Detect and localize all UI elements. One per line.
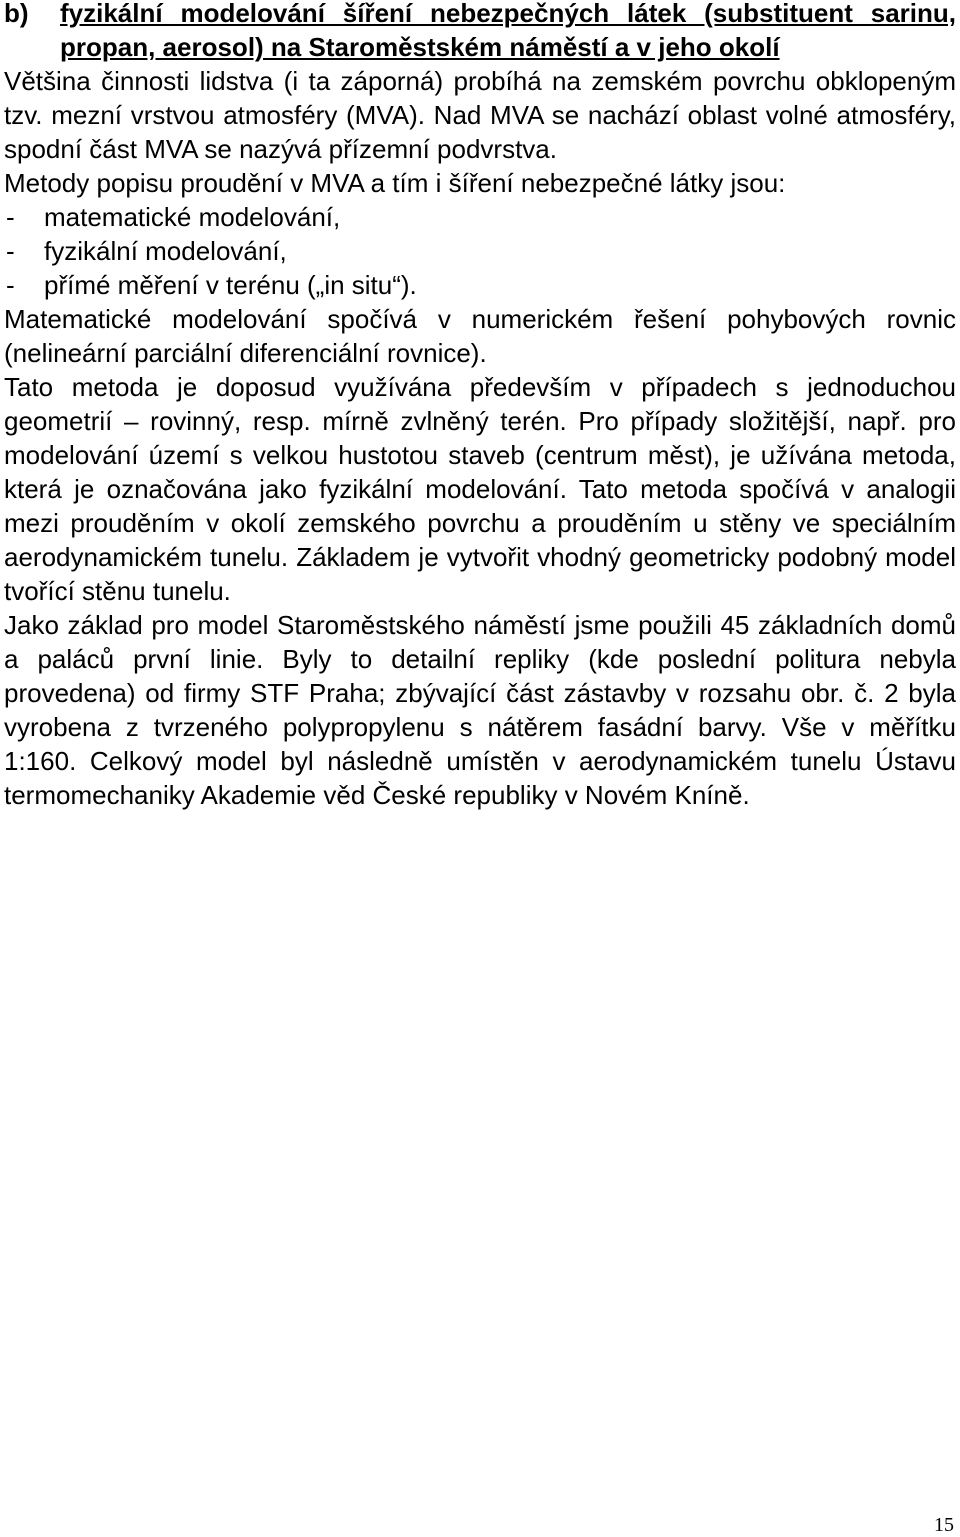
section-heading (4, 0, 956, 64)
paragraph-mathematical-modeling: Matematické modelování spočívá v numerickém řešení pohybových rovnic (nelineární parciální diferenciální rovnice). (4, 304, 956, 368)
list-dash: - (6, 270, 15, 300)
list-item (4, 234, 956, 268)
list-item (4, 200, 956, 234)
page-number: 15 (934, 1514, 954, 1536)
paragraph-methods-intro: Metody popisu proudění v MVA a tím i šíření nebezpečné látky jsou: (4, 168, 786, 198)
paragraph-physical-modeling: Tato metoda je doposud využívána především v případech s jednoduchou geometrií – rovinný, resp. mírně zvlněný terén. Pro případy složitější, např. pro modelování území s velkou hustotou staveb (centrum měst), je užívána metoda, která je označována jako fyzikální modelování. Tato metoda spočívá v analogii mezi prouděním v okolí zemského povrchu a prouděním u stěny ve speciálním aerodynamickém tunelu. Základem je vytvořit vhodný geometricky podobný model tvořící stěnu tunelu. (4, 372, 956, 606)
list-dash: - (6, 236, 15, 266)
section-marker: b) (4, 0, 29, 28)
section-title: fyzikální modelování šíření nebezpečných látek (substituent sarinu, propan, aerosol) na Staroměstském náměstí a v jeho okolí (60, 0, 956, 62)
list-item-text: matematické modelování, (44, 202, 341, 232)
list-dash: - (6, 202, 15, 232)
paragraph-model-description: Jako základ pro model Staroměstského náměstí jsme použili 45 základních domů a paláců první linie. Byly to detailní repliky (kde poslední politura nebyla provedena) od firmy STF Praha; zbývající část zástavby v rozsahu obr. č. 2 byla vyrobena z tvrzeného polypropylenu s nátěrem fasádní barvy. Vše v měřítku 1:160. Celkový model byl následně umístěn v aerodynamickém tunelu Ústavu termomechaniky Akademie věd České republiky v Novém Kníně. (4, 610, 956, 810)
methods-list (4, 200, 956, 302)
paragraph-boundary-layer: Většina činnosti lidstva (i ta záporná) probíhá na zemském povrchu obklopeným tzv. mezní vrstvou atmosféry (MVA). Nad MVA se nachází oblast volné atmosféry, spodní část MVA se nazývá přízemní podvrstva. (4, 66, 956, 164)
document-page (4, 0, 956, 812)
list-item-text: přímé měření v terénu („in situ“). (44, 270, 417, 300)
list-item (4, 268, 956, 302)
list-item-text: fyzikální modelování, (44, 236, 287, 266)
